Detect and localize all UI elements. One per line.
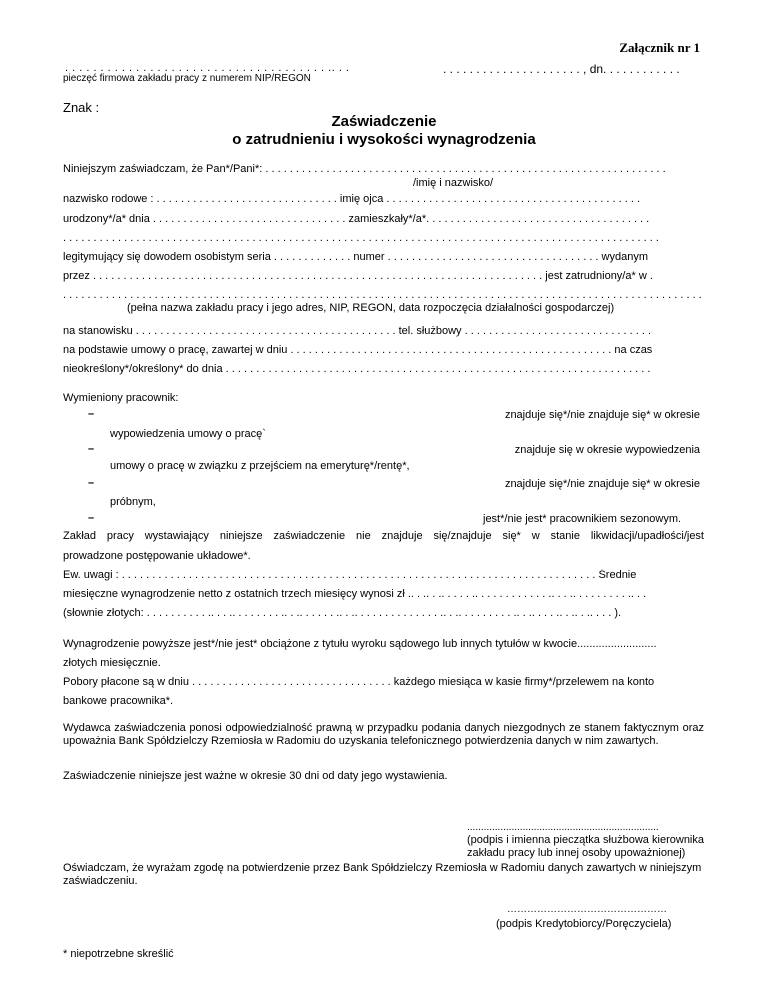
line-birth-address: urodzony*/a* dnia . . . . . . . . . . . . . . . . . . . . . . . . . . . . . . . . zamieszkały*/a*. . . . . . . . . . . . . . . . . . . . . . . . . . . . . . . . . . . . . [63, 213, 650, 225]
liability-paragraph: Wydawca zaświadczenia ponosi odpowiedzialność prawną w przypadku podania danych niezgodnych ze stanem faktycznym oraz upoważnia Bank Spółdzielczy Rzemiosła w Radomiu do uzyskania telefonicznego potwierdzenia danych w nim zawartych. [63, 722, 704, 747]
employee-heading: Wymieniony pracownik: [63, 392, 179, 404]
line-address-cont: . . . . . . . . . . . . . . . . . . . . . . . . . . . . . . . . . . . . . . . . . . . . . . . . . . . . . . . . . . . . . . . . . . . . . . . . . . . . . . . . . . . . . . . . . . . . . . . . . . [63, 232, 659, 244]
list-item-3-cont: próbnym, [110, 496, 156, 508]
line-remarks: Ew. uwagi : . . . . . . . . . . . . . . . . . . . . . . . . . . . . . . . . . . . . . . . . . . . . . . . . . . . . . . . . . . . . . . . . . . . . . . . . . . . . . . Średnie [63, 569, 637, 581]
signature-line-borrower: ………………………………………… [507, 904, 667, 915]
line-contract: na podstawie umowy o pracę, zawartej w dniu . . . . . . . . . . . . . . . . . . . . . . . . . . . . . . . . . . . . . . . . . . . . . . . . . . . . . na czas [63, 344, 653, 356]
line-full-name: Niniejszym zaświadczam, że Pan*/Pani*: . . . . . . . . . . . . . . . . . . . . . . . . . . . . . . . . . . . . . . . . . . . . . . . . . . . . . . . . . . . . . . . . . . [63, 163, 666, 175]
date-line: . . . . . . . . . . . . . . . . . . . . . , dn. . . . . . . . . . . . [443, 62, 680, 76]
list-dash: – [88, 477, 95, 489]
salary-encumbrance-cont: złotych miesięcznie. [63, 657, 161, 669]
line-issued-by: przez . . . . . . . . . . . . . . . . . . . . . . . . . . . . . . . . . . . . . . . . . . . . . . . . . . . . . . . . . . . . . . . . . . . . . . . . . . jest zatrudniony/a* w . [63, 270, 653, 282]
caption-full-name: /imię i nazwisko/ [413, 177, 494, 189]
line-salary-words: (słownie złotych: . . . . . . . . . . .. . . .. . . . . . . . .. . .. . . . . . .. . .. . . . . . . . . . . . . . .. . .. . . . . . . . . .. . .. . . . .. . .. . .. . . . ). [63, 607, 622, 619]
document-title: Zaświadczenie [331, 113, 437, 130]
validity-note: Zaświadczenie niniejsze jest ważne w okresie 30 dni od daty jego wystawienia. [63, 770, 448, 782]
sign-label: Znak : [63, 100, 100, 115]
document-subtitle: o zatrudnieniu i wysokości wynagrodzenia [232, 131, 536, 148]
line-pay-day-cont: bankowe pracownika*. [63, 695, 174, 707]
company-status-cont: prowadzone postępowanie układowe*. [63, 550, 251, 562]
line-position: na stanowisku . . . . . . . . . . . . . . . . . . . . . . . . . . . . . . . . . . . . . . . . . . . tel. służbowy . . . . . . . . . . . . . . . . . . . . . . . . . . . . . . . [63, 325, 652, 337]
stamp-dotted-line: . . . . . . . . . . . . . . . . . . . . . . . . . . . . . . . . . . . . . .. . . [65, 62, 350, 74]
signature-caption-borrower: (podpis Kredytobiorcy/Poręczyciela) [496, 918, 672, 930]
list-item-2-cont: umowy o pracę w związku z przejściem na emeryturę*/rentę*, [110, 460, 410, 472]
list-item-1-cont: wypowiedzenia umowy o pracę` [110, 428, 266, 440]
list-dash: – [88, 443, 95, 455]
list-dash: – [88, 408, 95, 420]
attachment-number: Załącznik nr 1 [619, 40, 700, 55]
consent-statement: Oświadczam, że wyrażam zgodę na potwierdzenie przez Bank Spółdzielczy Rzemiosła w Radomiu danych zawartych w niniejszym zaświadczeniu. [63, 862, 702, 887]
signature-line-employer: ..................................................................... [467, 822, 659, 833]
signature-caption-employer: (podpis i imienna pieczątka służbowa kierownika zakładu pracy lub innej osoby upoważnionej) [467, 834, 704, 859]
footnote: * niepotrzebne skreślić [63, 948, 174, 960]
stamp-caption: pieczęć firmowa zakładu pracy z numerem NIP/REGON [63, 73, 311, 84]
line-employer: . . . . . . . . . . . . . . . . . . . . . . . . . . . . . . . . . . . . . . . . . . . . . . . . . . . . . . . . . . . . . . . . . . . . . . . . . . . . . . . . . . . . . . . . . . . . . . . . . . . . . . . . . [63, 289, 702, 301]
list-item-3: znajduje się*/nie znajduje się* w okresie [504, 478, 700, 490]
line-maiden-name: nazwisko rodowe : . . . . . . . . . . . . . . . . . . . . . . . . . . . . . . imię ojca . . . . . . . . . . . . . . . . . . . . . . . . . . . . . . . . . . . . . . . . . . [63, 193, 641, 205]
list-item-4: jest*/nie jest* pracownikiem sezonowym. [483, 513, 682, 525]
line-id-card: legitymujący się dowodem osobistym seria . . . . . . . . . . . . . numer . . . . . . . . . . . . . . . . . . . . . . . . . . . . . . . . . . . wydanym [63, 251, 649, 263]
line-pay-day: Pobory płacone są w dniu . . . . . . . . . . . . . . . . . . . . . . . . . . . . . . . . . każdego miesiąca w kasie firmy*/przelewem na konto [63, 676, 655, 688]
line-contract-term: nieokreślony*/określony* do dnia . . . . . . . . . . . . . . . . . . . . . . . . . . . . . . . . . . . . . . . . . . . . . . . . . . . . . . . . . . . . . . . . . . . . . . [63, 363, 651, 375]
salary-encumbrance: Wynagrodzenie powyższe jest*/nie jest* obciążone z tytułu wyroku sądowego lub innych tytułów w kwocie.......................... [63, 638, 657, 650]
list-dash: – [88, 512, 95, 524]
line-net-salary: miesięczne wynagrodzenie netto z ostatnich trzech miesięcy wynosi zł .. . .. . .. . . . . .. . . . . . . . . . . . .. . . .. . . . . . . . . .. . . [63, 588, 647, 600]
list-item-2: znajduje się w okresie wypowiedzenia [514, 444, 700, 456]
caption-employer: (pełna nazwa zakładu pracy i jego adres, NIP, REGON, data rozpoczęcia działalności gospodarczej) [127, 302, 615, 314]
list-item-1: znajduje się*/nie znajduje się* w okresie [504, 409, 700, 421]
company-status: Zakład pracy wystawiający niniejsze zaświadczenie nie znajduje się/znajduje się* w stanie likwidacji/upadłości/jest [63, 530, 704, 542]
